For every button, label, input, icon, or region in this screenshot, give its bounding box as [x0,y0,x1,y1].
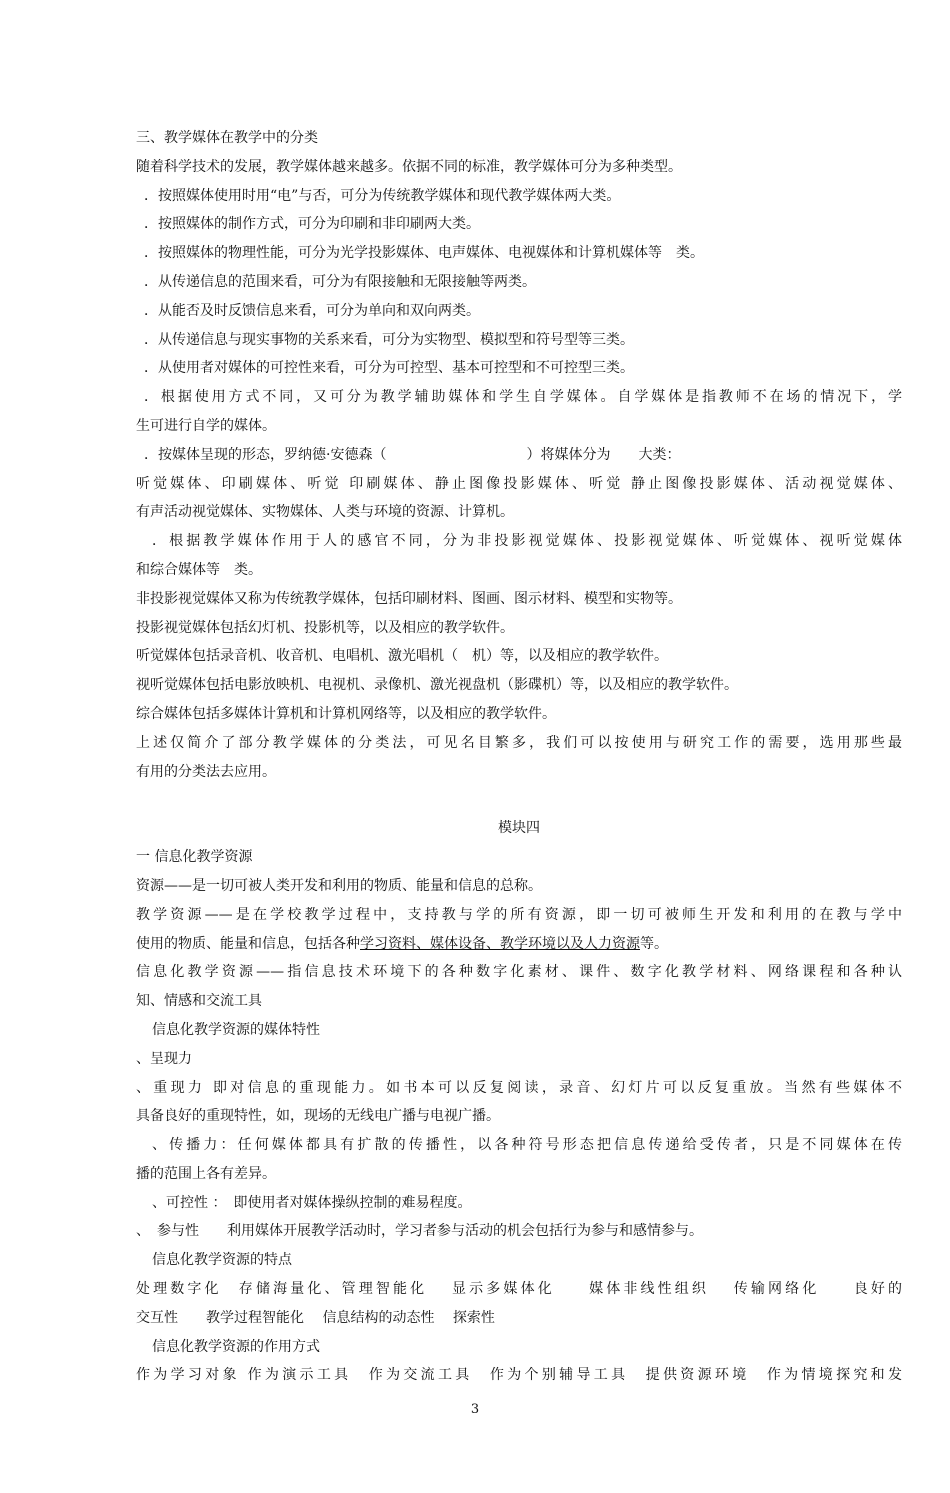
characteristic-item-continued: 具备良好的重现特性，如，现场的无线电广播与电视广播。 [136,1108,500,1125]
list-item: ．根据使用方式不同，又可分为教学辅助媒体和学生自学媒体。自学媒体是指教师不在场的情况下，学 [144,389,902,406]
detail-line: 视听觉媒体包括电影放映机、电视机、录像机、激光视盘机（影碟机）等，以及相应的教学软件。 [136,677,738,694]
module-title: 模块四 [498,820,540,837]
features-line: 处理数字化 存储海量化、管理智能化 显示多媒体化 媒体非线性组织 传输网络化 良好的 [136,1281,902,1298]
characteristic-item-continued: 播的范围上各有差异。 [136,1165,276,1182]
modes-line: 作为学习对象 作为演示工具 作为交流工具 作为个别辅导工具 提供资源环境 作为情境探究和发 [136,1367,902,1384]
text-run: 使用的物质、能量和信息，包括各种 [136,935,360,952]
list-item-continued: 和综合媒体等 类。 [136,561,262,578]
teaching-resource-definition-continued [136,930,902,959]
list-item-continued: 生可进行自学的媒体。 [136,417,276,434]
section-heading: 三、教学媒体在教学中的分类 [136,130,318,146]
characteristic-item: 、重现力 即对信息的重现能力。如书本可以反复阅读，录音、幻灯片可以反复重放。当然有些媒体不 [136,1079,902,1096]
list-item: ．从能否及时反馈信息来看，可分为单向和双向两类。 [144,302,480,319]
section-intro: 随着科学技术的发展，教学媒体越来越多。依据不同的标准，教学媒体可分为多种类型。 [136,158,682,175]
info-resource-definition-continued: 知、情感和交流工具 [136,993,262,1010]
detail-line: 听觉媒体包括录音机、收音机、电唱机、激光唱机（ 机）等，以及相应的教学软件。 [136,648,668,665]
teaching-resource-definition: 教学资源——是在学校教学过程中，支持教与学的所有资源，即一切可被师生开发和利用的在教与学中 [136,906,902,923]
underlined-text: 学习资料、媒体设备、教学环境以及人力资源 [360,935,640,952]
list-item: ．从传递信息的范围来看，可分为有限接触和无限接触等两类。 [144,273,536,290]
list-item-continued: 听觉媒体、印刷媒体、听觉 印刷媒体、静止图像投影媒体、听觉 静止图像投影媒体、活动视觉媒体、 [136,475,902,492]
list-item-continued: 有声活动视觉媒体、实物媒体、人类与环境的资源、计算机。 [136,504,514,521]
summary-paragraph: 上述仅简介了部分教学媒体的分类法，可见名目繁多，我们可以按使用与研究工作的需要，选用那些最 [136,734,902,751]
characteristic-item: 、传播力：任何媒体都具有扩散的传播性，以各种符号形态把信息传递给受传者，只是不同媒体在传 [152,1137,902,1154]
features-line-continued: 交互性 教学过程智能化 信息结构的动态性 探索性 [136,1309,495,1326]
detail-line: 综合媒体包括多媒体计算机和计算机网络等，以及相应的教学软件。 [136,705,556,722]
resource-definition: 资源——是一切可被人类开发和利用的物质、能量和信息的总称。 [136,877,542,894]
subheading: 信息化教学资源的作用方式 [152,1338,320,1355]
detail-line: 非投影视觉媒体又称为传统教学媒体，包括印刷材料、图画、图示材料、模型和实物等。 [136,590,682,607]
characteristic-item: 、可控性 ： 即使用者对媒体操纵控制的难易程度。 [152,1194,472,1211]
subheading: 信息化教学资源的特点 [152,1252,292,1269]
text-run: 等。 [640,935,668,952]
list-item: ．按媒体呈现的形态，罗纳德·安德森（ ）将媒体分为 大类： [144,446,681,463]
list-item: ．按照媒体使用时用“电”与否，可分为传统教学媒体和现代教学媒体两大类。 [144,187,621,204]
list-item: ．按照媒体的制作方式，可分为印刷和非印刷两大类。 [144,216,480,233]
list-item: ．按照媒体的物理性能，可分为光学投影媒体、电声媒体、电视媒体和计算机媒体等 类。 [144,245,704,262]
list-item: ．从传递信息与现实事物的关系来看，可分为实物型、模拟型和符号型等三类。 [144,331,634,348]
subheading: 信息化教学资源的媒体特性 [152,1021,320,1038]
document-page [136,124,902,1390]
summary-paragraph-continued: 有用的分类法去应用。 [136,763,276,780]
module-heading: 一 信息化教学资源 [136,849,253,866]
list-item: ．从使用者对媒体的可控性来看，可分为可控型、基本可控型和不可控型三类。 [144,360,634,377]
detail-line: 投影视觉媒体包括幻灯机、投影机等，以及相应的教学软件。 [136,619,514,636]
page-number: 3 [470,1402,480,1417]
list-item: ．根据教学媒体作用于人的感官不同，分为非投影视觉媒体、投影视觉媒体、听觉媒体、视听觉媒体 [152,533,902,550]
info-resource-definition: 信息化教学资源——指信息技术环境下的各种数字化素材、课件、数字化教学材料、网络课程和各种认 [136,964,902,981]
characteristic-item: 、呈现力 [136,1050,192,1067]
characteristic-item: 、 参与性 利用媒体开展教学活动时，学习者参与活动的机会包括行为参与和感情参与。 [136,1223,703,1240]
